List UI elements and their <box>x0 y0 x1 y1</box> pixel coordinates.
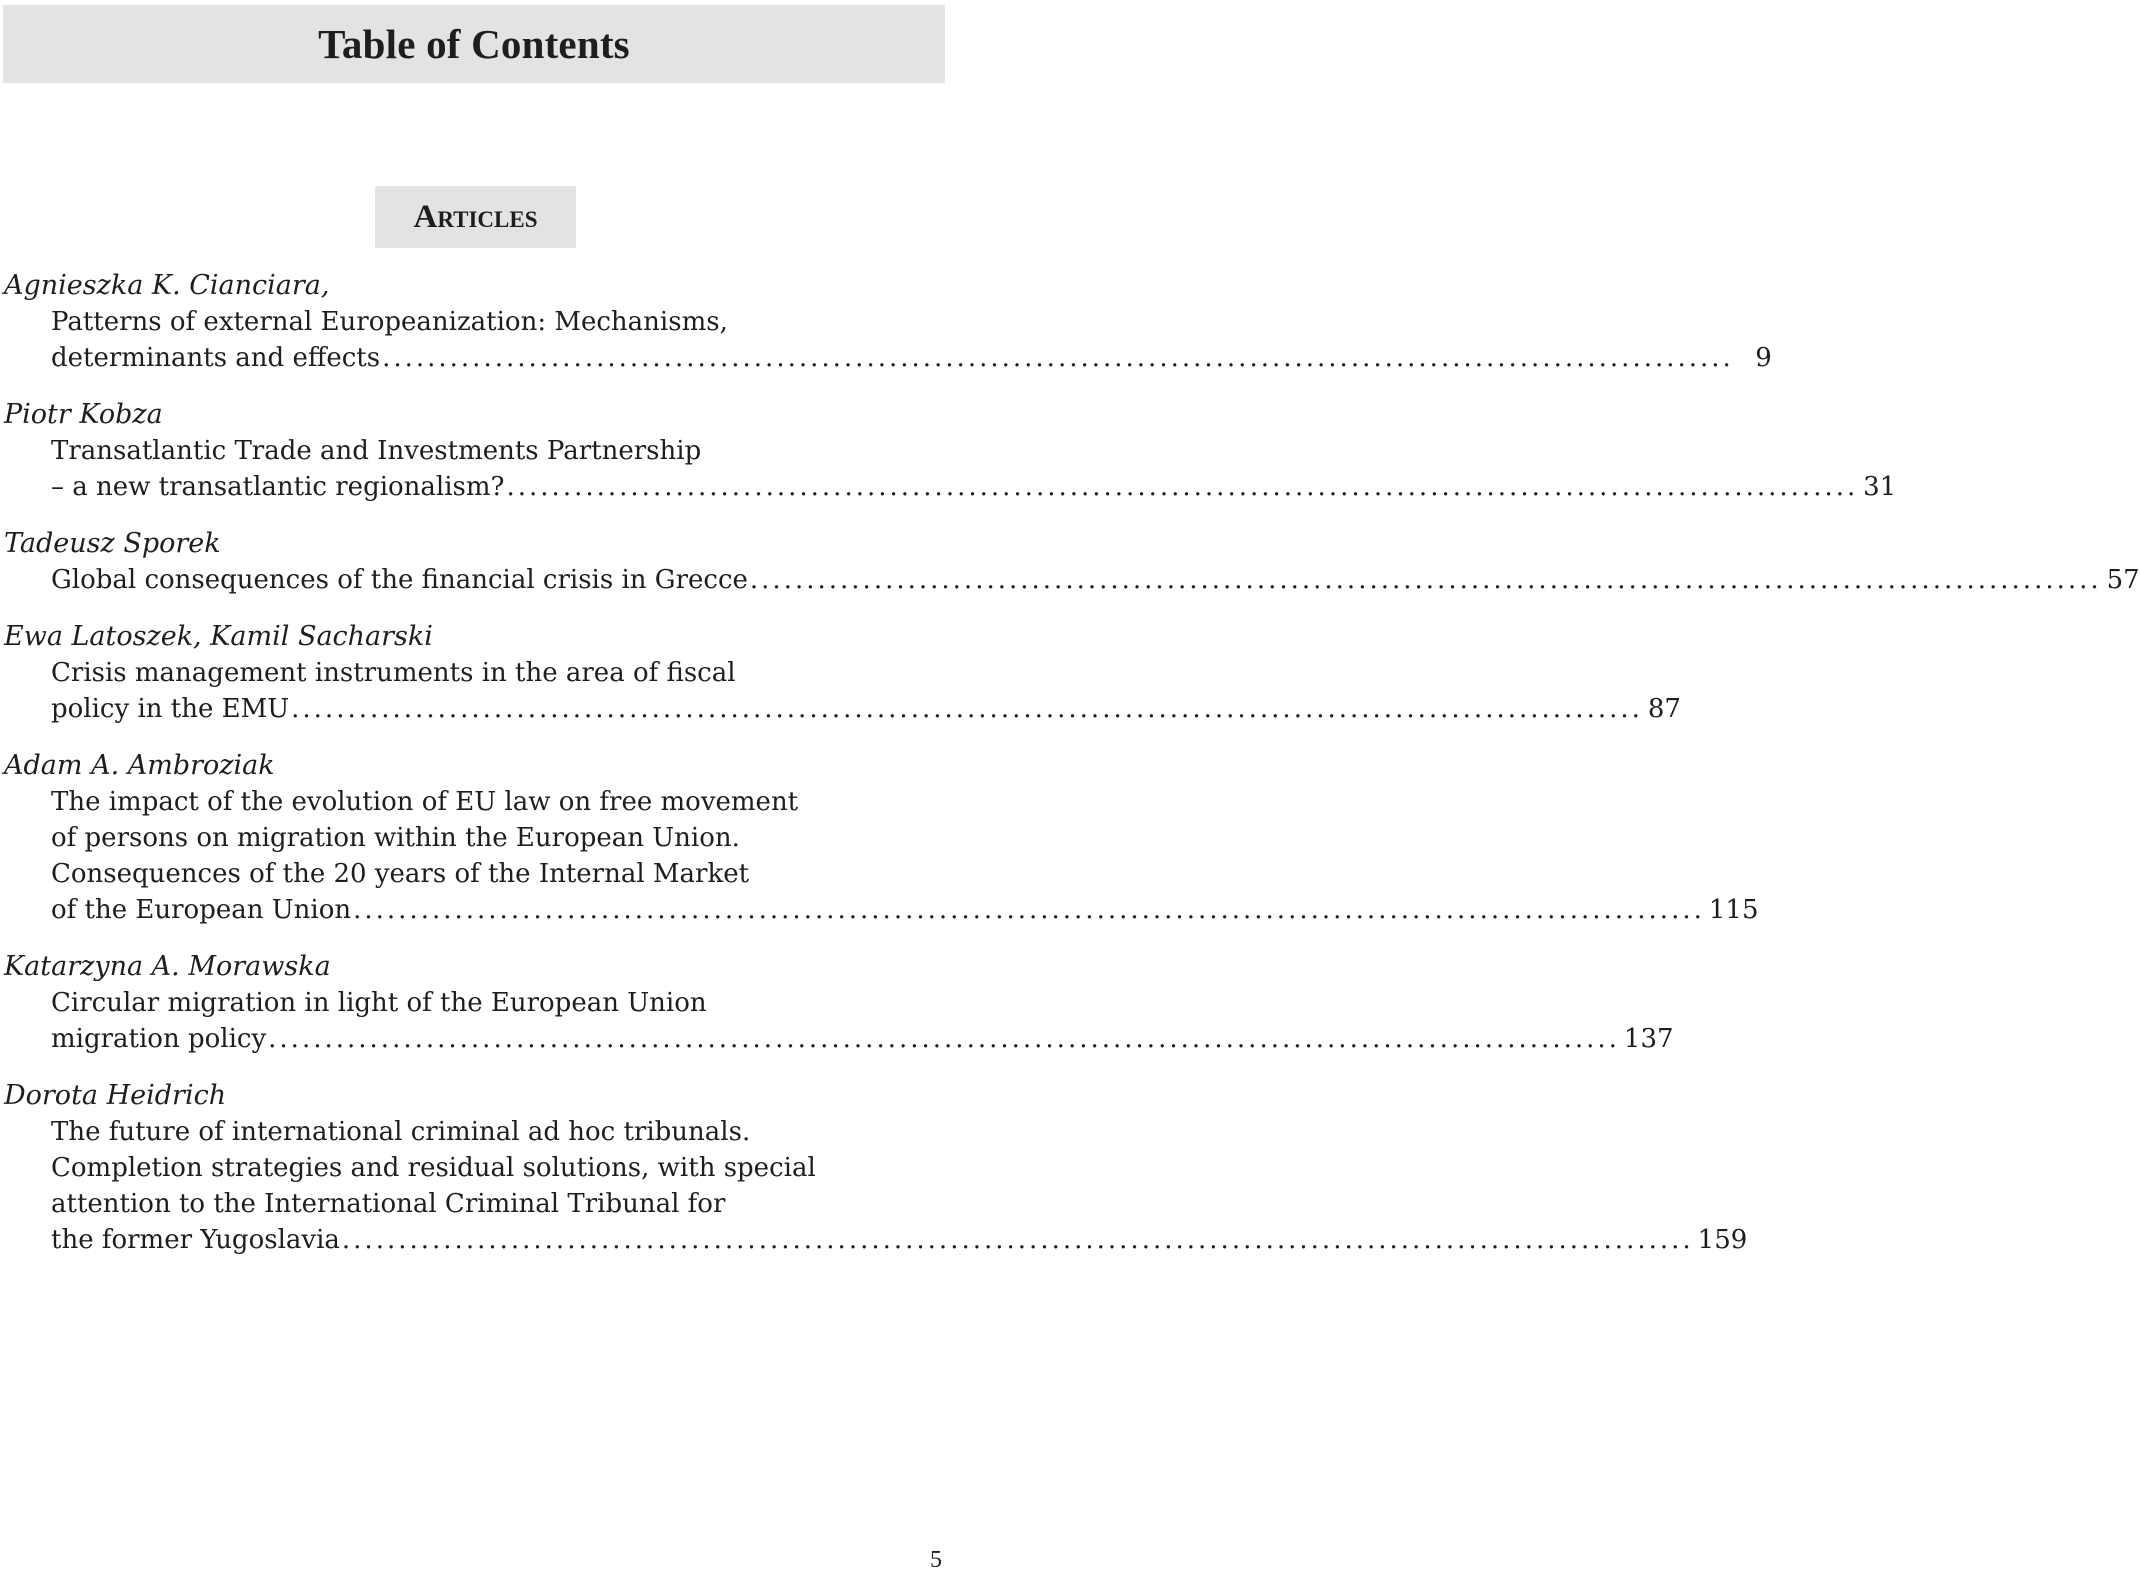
toc-author: Ewa Latoszek, Kamil Sacharski <box>4 621 433 652</box>
dot-leader: ........................................................................................................................ <box>268 1024 1620 1054</box>
toc-author: Katarzyna A. Morawska <box>4 951 331 982</box>
toc-title-line <box>4 340 1772 376</box>
toc-title-text: determinants and effects <box>51 343 381 373</box>
toc-author: Agnieszka K. Cianciara, <box>4 270 330 301</box>
toc-title-line <box>4 1021 1674 1057</box>
toc-title-line <box>4 562 2140 598</box>
toc-title-line: The impact of the evolution of EU law on free movement <box>51 787 799 817</box>
toc-title-text: policy in the EMU <box>51 694 290 724</box>
page-title: Table of Contents <box>318 21 630 67</box>
toc-author: Tadeusz Sporek <box>4 528 221 559</box>
toc-page-number[interactable]: 115 <box>1708 895 1759 925</box>
toc-title-text: Global consequences of the financial crisis in Grecce <box>51 565 748 595</box>
toc-title-line: attention to the International Criminal Tribunal for <box>51 1189 726 1219</box>
toc-entry[interactable] <box>4 1078 1748 1258</box>
toc-title-line: Crisis management instruments in the area of fiscal <box>51 658 736 688</box>
toc-entry[interactable] <box>4 268 1772 376</box>
title-banner <box>3 5 945 83</box>
toc-title-text: migration policy <box>51 1024 267 1054</box>
toc-entry[interactable] <box>4 526 2140 598</box>
dot-leader: ........................................................................................................................ <box>749 565 2102 595</box>
toc-title-line: Circular migration in light of the European Union <box>51 988 707 1018</box>
page-number: 5 <box>930 1547 942 1573</box>
toc-page-number[interactable]: 9 <box>1755 343 1772 373</box>
dot-leader: ........................................................................................................................ <box>382 343 1734 373</box>
toc-entry[interactable] <box>4 397 1897 505</box>
toc-list <box>4 268 2140 1279</box>
toc-page-number[interactable]: 31 <box>1863 472 1897 502</box>
toc-title-line <box>4 691 1681 727</box>
toc-entry[interactable] <box>4 619 1681 727</box>
toc-title-line <box>4 1222 1748 1258</box>
toc-title-line: Patterns of external Europeanization: Mechanisms, <box>51 307 728 337</box>
toc-author: Adam A. Ambroziak <box>4 750 275 781</box>
toc-title-text: of the European Union <box>51 895 352 925</box>
toc-title-line <box>4 469 1897 505</box>
dot-leader: ........................................................................................................................ <box>506 472 1859 502</box>
dot-leader: ........................................................................................................................ <box>291 694 1643 724</box>
toc-entry[interactable] <box>4 748 1759 928</box>
toc-page-number[interactable]: 159 <box>1697 1225 1748 1255</box>
toc-title-line: Transatlantic Trade and Investments Partnership <box>51 436 702 466</box>
toc-author: Dorota Heidrich <box>4 1080 227 1111</box>
toc-title-line <box>4 892 1759 928</box>
toc-title-line: The future of international criminal ad hoc tribunals. <box>51 1117 751 1147</box>
section-heading: Articles <box>375 186 576 248</box>
toc-title-line: Consequences of the 20 years of the Internal Market <box>51 859 750 889</box>
toc-page-number[interactable]: 137 <box>1623 1024 1674 1054</box>
toc-title-text: – a new transatlantic regionalism? <box>51 472 505 502</box>
toc-title-line: Completion strategies and residual solutions, with special <box>51 1153 816 1183</box>
dot-leader: ........................................................................................................................ <box>353 895 1705 925</box>
toc-page-number[interactable]: 87 <box>1647 694 1681 724</box>
toc-author: Piotr Kobza <box>4 399 163 430</box>
toc-title-text: the former Yugoslavia <box>51 1225 340 1255</box>
dot-leader: ........................................................................................................................ <box>341 1225 1694 1255</box>
toc-entry[interactable] <box>4 949 1674 1057</box>
toc-title-line: of persons on migration within the European Union. <box>51 823 740 853</box>
toc-page-number[interactable]: 57 <box>2106 565 2140 595</box>
